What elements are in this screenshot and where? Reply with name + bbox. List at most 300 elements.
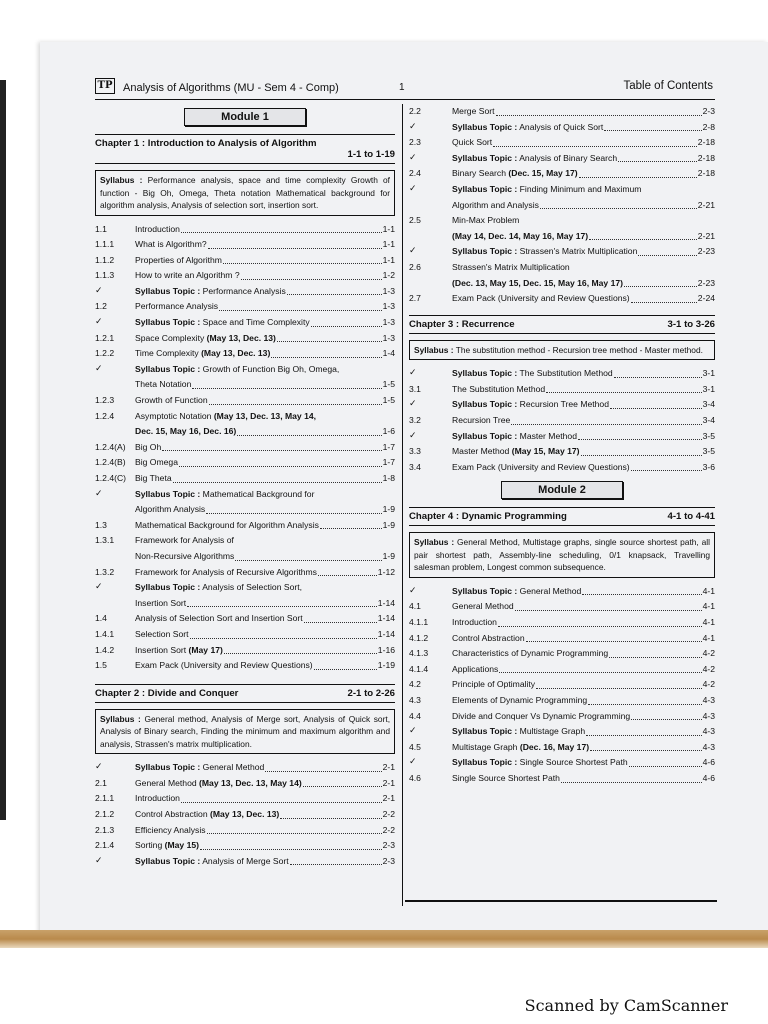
entry-page: 2-21 <box>697 199 715 210</box>
toc-entry <box>409 260 715 291</box>
module-heading-wrap <box>95 108 395 126</box>
toc-entry <box>95 643 395 659</box>
syllabus-topic-row <box>95 284 395 300</box>
entry-number: 1.2.4(B) <box>95 457 126 468</box>
entry-page: 3-5 <box>702 430 715 441</box>
entry-number: 4.1 <box>409 601 421 612</box>
syllabus-topic-row <box>409 584 715 600</box>
syllabus-topic-label: Syllabus Topic : <box>135 762 201 773</box>
entry-line-2 <box>95 549 395 565</box>
dot-leader <box>303 776 382 788</box>
entry-page: 2-1 <box>382 777 395 788</box>
dot-leader <box>546 382 701 394</box>
toc-entry <box>95 611 395 627</box>
chapter-1-toc <box>95 222 395 674</box>
toc-entry <box>95 222 395 238</box>
entry-page: 1-9 <box>382 519 395 530</box>
entry-title <box>452 291 630 307</box>
chapter-2-line <box>95 688 395 699</box>
exam-dates: (Dec. 16, May 17) <box>519 741 590 752</box>
chapter-4-toc <box>409 584 715 787</box>
entry-title-text: Binary Search <box>452 168 509 179</box>
entry-title-text: Recursion Tree Method <box>519 399 609 410</box>
entry-page: 4-3 <box>702 695 715 706</box>
module-1-heading: Module 1 <box>184 108 306 126</box>
dot-leader <box>223 253 382 265</box>
entry-title <box>135 533 234 549</box>
entry-title <box>452 397 609 413</box>
entry-number: 1.2.4(A) <box>95 441 126 452</box>
entry-title <box>135 611 303 627</box>
toc-entry <box>95 253 395 269</box>
entry-line-1 <box>95 362 395 378</box>
entry-title-text: Big Theta <box>135 473 172 483</box>
entry-page: 1-3 <box>382 332 395 343</box>
checkmark-icon: ✓ <box>409 368 417 379</box>
dot-leader <box>304 611 377 623</box>
syllabus-topic-label: Syllabus Topic : <box>452 399 518 410</box>
entry-number: 4.4 <box>409 710 421 721</box>
chapter-4-range: 4-1 to 4-41 <box>667 511 715 523</box>
dot-leader <box>638 244 696 256</box>
exam-dates: (May 13, Dec. 13) <box>206 332 276 343</box>
entry-title <box>135 284 286 300</box>
entry-page: 2-23 <box>697 246 715 257</box>
entry-number: 4.6 <box>409 773 421 783</box>
entry-number: 4.1.2 <box>409 632 429 643</box>
entry-number: 1.1 <box>95 223 107 234</box>
entry-title <box>452 104 495 120</box>
entry-page: 3-1 <box>702 383 715 394</box>
entry-title-text: Quick Sort <box>452 137 493 148</box>
entry-number: 1.3.1 <box>95 535 115 546</box>
entry-title <box>135 658 313 674</box>
checkmark-icon: ✓ <box>95 488 103 499</box>
entry-page: 1-6 <box>382 426 395 437</box>
entry-number: 3.1 <box>409 383 421 394</box>
entry-page: 1-8 <box>382 473 395 483</box>
entry-page: 1-14 <box>377 628 395 639</box>
syllabus-topic-label: Syllabus Topic : <box>452 152 518 163</box>
syllabus-topic-row <box>409 755 715 771</box>
entry-number: 4.1.1 <box>409 617 429 628</box>
entry-title-text: Analysis of Binary Search <box>519 152 618 163</box>
dot-leader <box>604 120 701 132</box>
chapter-4-title: Chapter 4 : Dynamic Programming <box>409 511 567 523</box>
book-title: Analysis of Algorithms (MU - Sem 4 - Comp) <box>123 82 339 94</box>
dot-leader <box>320 518 382 530</box>
syllabus-label: Syllabus : <box>414 537 455 548</box>
entry-title-text: General Method <box>135 777 200 788</box>
entry-title-text: Characteristics of Dynamic Programming <box>452 648 609 659</box>
entry-number: 1.3.2 <box>95 566 115 577</box>
checkmark-icon: ✓ <box>409 152 417 163</box>
dot-leader <box>526 631 702 643</box>
entry-title-text: Control Abstraction <box>452 632 525 643</box>
entry-title-text: Min-Max Problem <box>452 215 520 226</box>
entry-number: 1.1.2 <box>95 254 115 265</box>
entry-title <box>135 643 223 659</box>
entry-number: 1.4 <box>95 613 107 624</box>
entry-title <box>452 213 519 229</box>
entry-title <box>452 599 514 615</box>
entry-title <box>135 268 240 284</box>
chapter-1-range: 1-1 to 1-19 <box>347 149 395 160</box>
entry-page: 1-1 <box>382 223 395 234</box>
entry-title <box>452 677 535 693</box>
toc-entry <box>95 346 395 362</box>
column-divider <box>402 104 403 906</box>
checkmark-icon: ✓ <box>95 363 103 374</box>
dot-leader <box>631 291 697 303</box>
toc-entry <box>95 268 395 284</box>
entry-title <box>452 429 577 445</box>
dot-leader <box>581 444 702 456</box>
entry-title-text: Recursion Tree <box>452 415 511 425</box>
syllabus-topic-label: Syllabus Topic : <box>452 585 518 596</box>
entry-number: 1.4.1 <box>95 628 115 639</box>
entry-page: 3-1 <box>702 368 715 379</box>
dot-leader <box>582 584 701 596</box>
chapter-2-heading <box>95 684 395 703</box>
entry-page: 2-23 <box>697 277 715 288</box>
syllabus-topic-label: Syllabus Topic : <box>135 285 201 296</box>
entry-title <box>135 627 189 643</box>
syllabus-topic-row <box>409 724 715 740</box>
toc-entry <box>409 646 715 662</box>
exam-dates: (May 15, May 17) <box>511 446 580 457</box>
entry-number: 1.2.4 <box>95 410 115 421</box>
chapter-2-toc-continued <box>409 104 715 307</box>
exam-dates: (May 13, Dec. 13) <box>210 809 280 819</box>
checkmark-icon: ✓ <box>95 317 103 328</box>
entry-title <box>135 362 339 378</box>
syllabus-topic-row <box>409 366 715 382</box>
toc-entry <box>95 409 395 440</box>
toc-entry <box>409 413 715 429</box>
checkmark-icon: ✓ <box>409 121 417 132</box>
entry-number: 4.1.3 <box>409 648 429 659</box>
syllabus-topic-row <box>409 429 715 445</box>
entry-title <box>452 693 587 709</box>
entry-page: 2-1 <box>382 762 395 773</box>
checkmark-icon: ✓ <box>409 183 417 194</box>
syllabus-topic-label: Syllabus Topic : <box>135 855 201 866</box>
entry-title <box>452 120 603 136</box>
toc-entry <box>409 615 715 631</box>
dot-leader <box>618 151 697 163</box>
entry-page: 2-1 <box>382 793 395 804</box>
entry-title <box>452 135 492 151</box>
checkmark-icon: ✓ <box>95 855 103 866</box>
entry-title-text: Analysis of Selection Sort, <box>202 582 303 593</box>
entry-title-text: Analysis of Quick Sort <box>519 121 604 132</box>
entry-page: 3-6 <box>702 461 715 472</box>
entry-title-text: Exam Pack (University and Review Questions) <box>135 660 313 671</box>
entry-title-text: Applications <box>452 663 499 674</box>
dot-leader <box>290 854 382 866</box>
entry-title <box>452 413 510 429</box>
entry-title-text: Framework for Analysis of Recursive Algorithms <box>135 566 317 577</box>
entry-number: 3.2 <box>409 415 421 425</box>
syllabus-text: General method, Analysis of Merge sort, Analysis of Quick sort, Analysis of Binary search, Finding the minimum and maximum algorithm and analysis, Strassen's matrix multiplication. <box>100 713 391 749</box>
chapter-1-syllabus <box>95 170 395 216</box>
dot-leader <box>277 331 382 343</box>
toc-entry <box>95 518 395 534</box>
entry-title-text: Performance Analysis <box>135 301 219 312</box>
book-spine-edge <box>0 80 6 820</box>
entry-page: 1-7 <box>382 457 395 468</box>
dot-leader <box>610 397 702 409</box>
toc-entry <box>95 776 395 792</box>
toc-entry <box>95 331 395 347</box>
entry-number: 2.3 <box>409 137 421 148</box>
entry-number: 4.1.4 <box>409 663 429 674</box>
entry-line-2 <box>409 198 715 214</box>
entry-title <box>135 346 270 362</box>
entry-title-text: Divide and Conquer Vs Dynamic Programming <box>452 710 631 721</box>
entry-title-text: Merge Sort <box>452 106 495 116</box>
entry-number: 1.4.2 <box>95 644 115 655</box>
entry-title-text: Framework for Analysis of <box>135 535 234 546</box>
entry-title <box>135 471 172 487</box>
entry-title <box>452 631 525 647</box>
dot-leader <box>588 693 701 705</box>
toc-entry <box>409 677 715 693</box>
syllabus-topic-row <box>95 854 395 870</box>
toc-entry <box>409 460 715 476</box>
entry-title-text: Strassen's Matrix Multiplication <box>519 246 638 257</box>
dot-leader <box>173 471 382 483</box>
entry-page: 4-3 <box>702 710 715 721</box>
dot-leader <box>515 599 702 611</box>
dot-leader <box>496 104 702 116</box>
entry-title <box>452 382 545 398</box>
syllabus-topic-label: Syllabus Topic : <box>135 582 201 593</box>
chapter-4-syllabus <box>409 532 715 578</box>
dot-leader <box>200 838 382 850</box>
entry-page: 1-5 <box>382 379 395 390</box>
entry-page: 2-2 <box>382 824 395 835</box>
dot-leader <box>271 346 381 358</box>
entry-number: 1.1.3 <box>95 270 115 281</box>
entry-title-text: Multistage Graph <box>519 726 586 737</box>
entry-page: 4-2 <box>702 679 715 690</box>
syllabus-topic-label: Syllabus Topic : <box>452 757 518 768</box>
entry-page: 1-7 <box>382 441 395 452</box>
left-column <box>95 104 395 869</box>
entry-number: 2.1 <box>95 777 107 788</box>
toc-entry <box>95 807 395 823</box>
entry-page: 1-9 <box>382 504 395 515</box>
entry-line-2 <box>409 229 715 245</box>
entry-page: 4-1 <box>702 585 715 596</box>
entry-page: 4-1 <box>702 601 715 612</box>
dot-leader <box>187 596 377 608</box>
entry-title <box>452 182 641 198</box>
entry-title-text: Space and Time Complexity <box>202 317 310 328</box>
entry-title-text: Time Complexity <box>135 348 202 359</box>
dot-leader <box>224 643 377 655</box>
exam-dates: (May 17) <box>188 644 223 655</box>
entry-title-text: Insertion Sort <box>135 644 189 655</box>
syllabus-text: General Method, Multistage graphs, single source shortest path, all pair shortest path, Assembly-line scheduling, 0/1 knapsack, Travelling salesman problem, Longest common subsequence. <box>414 537 711 573</box>
entry-title <box>135 823 206 839</box>
entry-title-cont: Algorithm Analysis <box>135 504 206 515</box>
entry-page: 4-3 <box>702 741 715 752</box>
entry-page: 1-19 <box>377 660 395 671</box>
chapter-2-toc <box>95 760 395 869</box>
syllabus-topic-label: Syllabus Topic : <box>452 726 518 737</box>
entry-title <box>135 580 302 596</box>
dot-leader <box>209 393 382 405</box>
entry-number: 2.1.2 <box>95 809 115 819</box>
entry-title <box>135 253 222 269</box>
entry-page: 2-24 <box>697 293 715 304</box>
entry-title <box>452 366 613 382</box>
dot-leader <box>311 315 382 327</box>
exam-dates: (May 13, Dec. 13) <box>201 348 271 359</box>
entry-title-text: Properties of Algorithm <box>135 254 222 265</box>
exam-dates: (May 14, Dec. 14, May 16, May 17) <box>452 230 589 241</box>
entry-page: 1-4 <box>382 348 395 359</box>
dot-leader <box>179 455 382 467</box>
entry-title <box>452 460 630 476</box>
entry-title-text: Space Complexity <box>135 332 207 343</box>
syllabus-topic-row <box>409 397 715 413</box>
entry-title-text: Exam Pack (University and Review Questions) <box>452 461 630 472</box>
entry-title-text: Selection Sort <box>135 628 189 639</box>
syllabus-topic-label: Syllabus Topic : <box>135 488 201 499</box>
dot-leader <box>318 565 377 577</box>
entry-page: 3-4 <box>702 415 715 425</box>
checkmark-icon: ✓ <box>95 762 103 773</box>
dot-leader <box>590 740 701 752</box>
entry-title <box>135 565 317 581</box>
entry-line-2 <box>95 502 395 518</box>
entry-line-1 <box>409 260 715 276</box>
publisher-logo-icon: TP <box>95 78 115 94</box>
entry-page: 4-1 <box>702 617 715 628</box>
entry-title <box>135 760 264 776</box>
dot-leader <box>561 771 702 783</box>
toc-entry <box>409 709 715 725</box>
entry-number: 2.7 <box>409 293 421 304</box>
entry-title-text: General Method <box>519 585 582 596</box>
entry-title-text: Master Method <box>519 430 577 441</box>
entry-title <box>452 444 580 460</box>
entry-title-text: Exam Pack (University and Review Questions) <box>452 293 630 304</box>
syllabus-topic-row <box>409 244 715 260</box>
exam-dates: (May 15) <box>164 840 200 851</box>
toc-entry <box>409 771 715 787</box>
syllabus-text: The substitution method - Recursion tree method - Master method. <box>455 344 703 355</box>
toc-entry <box>95 299 395 315</box>
entry-line-1 <box>95 409 395 425</box>
toc-entry <box>409 444 715 460</box>
entry-title <box>135 440 161 456</box>
entry-page: 1-16 <box>377 644 395 655</box>
entry-page: 2-3 <box>382 855 395 866</box>
entry-title-text: Big Oh <box>135 441 162 452</box>
dot-leader <box>235 549 381 561</box>
dot-leader <box>192 377 381 389</box>
toc-entry <box>95 393 395 409</box>
dot-leader <box>181 791 382 803</box>
toc-entry <box>95 533 395 564</box>
entry-title <box>135 487 314 503</box>
entry-page: 1-3 <box>382 317 395 328</box>
entry-title <box>135 838 199 854</box>
entry-title <box>452 615 497 631</box>
entry-page: 1-9 <box>382 550 395 561</box>
entry-title-cont: Theta Notation <box>135 379 192 390</box>
dot-leader <box>280 807 381 819</box>
entry-page: 4-6 <box>702 757 715 768</box>
entry-title-text: How to write an Algorithm ? <box>135 270 240 281</box>
toc-entry <box>409 135 715 151</box>
entry-page: 1-3 <box>382 301 395 312</box>
entry-title <box>452 724 585 740</box>
entry-number: 3.4 <box>409 461 421 472</box>
chapter-3-range: 3-1 to 3-26 <box>667 318 715 330</box>
entry-title <box>135 807 279 823</box>
entry-title <box>452 740 589 756</box>
syllabus-topic-label: Syllabus Topic : <box>452 183 518 194</box>
entry-number: 2.1.3 <box>95 824 115 835</box>
syllabus-topic-row <box>409 120 715 136</box>
entry-title-text: Single Source Shortest Path <box>452 773 560 783</box>
toc-entry <box>95 658 395 674</box>
toc-entry <box>409 291 715 307</box>
entry-title-text: Big Omega <box>135 457 178 468</box>
dot-leader <box>540 198 697 210</box>
entry-page: 1-5 <box>382 395 395 406</box>
syllabus-topic-label: Syllabus Topic : <box>452 121 518 132</box>
dot-leader <box>586 724 701 736</box>
chapter-3-heading <box>409 315 715 334</box>
entry-title <box>452 260 570 276</box>
checkmark-icon: ✓ <box>409 430 417 441</box>
entry-page: 1-14 <box>377 613 395 624</box>
syllabus-topic-row <box>95 487 395 518</box>
entry-title-text: Strassen's Matrix Multiplication <box>452 261 570 272</box>
entry-number: 2.6 <box>409 261 421 272</box>
dot-leader <box>589 229 697 241</box>
entry-title <box>135 393 208 409</box>
dot-leader <box>314 658 377 670</box>
entry-title-text: Elements of Dynamic Programming <box>452 695 588 706</box>
entry-line-2 <box>95 596 395 612</box>
entry-page: 1-2 <box>382 270 395 281</box>
entry-title-text: What is Algorithm? <box>135 239 207 250</box>
toc-entry <box>95 471 395 487</box>
entry-title <box>135 791 180 807</box>
section-title: Table of Contents <box>623 80 713 92</box>
module-2-heading: Module 2 <box>501 481 623 499</box>
exam-dates: Dec. 15, May 16, Dec. 16) <box>135 426 237 437</box>
syllabus-text: Performance analysis, space and time complexity Growth of function - Big Oh, Omega, Theta notation Mathematical background for algorithm analysis, Analysis of selection sort, insertion sort. <box>100 175 391 210</box>
entry-title-text: Finding Minimum and Maximum <box>519 183 642 194</box>
entry-page: 1-3 <box>382 285 395 296</box>
exam-dates: (May 13, Dec. 13, May 14) <box>199 777 302 788</box>
entry-title-text: General Method <box>202 762 265 773</box>
chapter-3-line <box>409 319 715 330</box>
exam-dates: (May 13, Dec. 13, May 14, <box>213 410 317 421</box>
chapter-2-title: Chapter 2 : Divide and Conquer <box>95 687 239 699</box>
entry-number: 2.1.1 <box>95 793 115 804</box>
toc-entry <box>409 166 715 182</box>
